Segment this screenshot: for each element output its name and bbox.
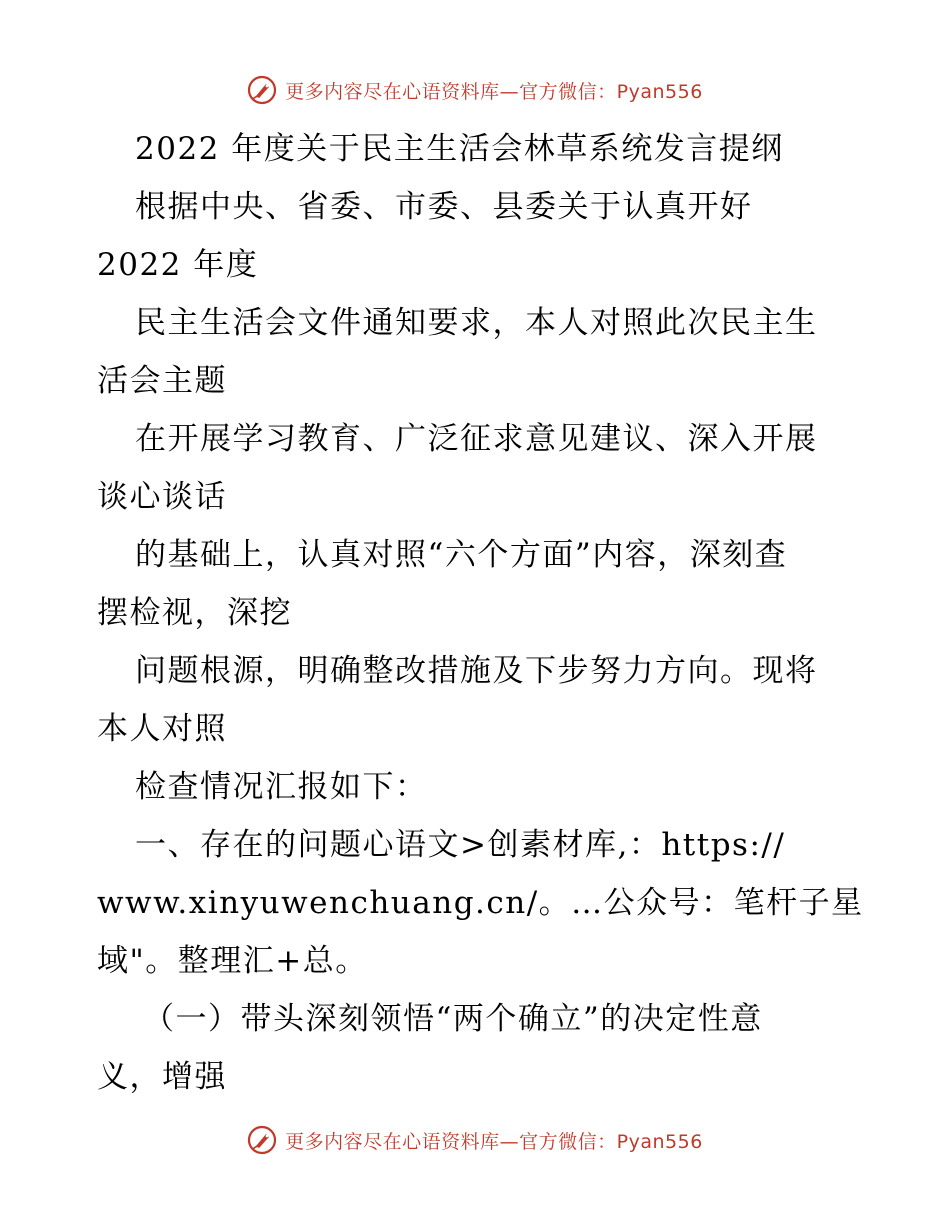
footer-watermark-banner: [0, 1120, 950, 1160]
paragraph-line: 的基础上，认真对照“六个方面”内容，深刻查: [135, 537, 788, 573]
paragraph-line: 谈心谈话: [97, 479, 227, 515]
paragraph-line: 活会主题: [97, 363, 227, 399]
paragraph-line: 本人对照: [97, 711, 227, 747]
document-body: [97, 120, 864, 1106]
paragraph-line: 2022 年度: [97, 247, 259, 283]
paragraph-line: www.xinyuwenchuang.cn/。…公众号：笔杆子星: [97, 885, 864, 921]
paragraph-line: 根据中央、省委、市委、县委关于认真开好: [135, 189, 753, 225]
subsection-heading: （一）带头深刻领悟“两个确立”的决定性意: [143, 1001, 763, 1037]
section-heading: 一、存在的问题心语文>创素材库,：https://: [135, 827, 786, 863]
paragraph-line: 在开展学习教育、广泛征求意见建议、深入开展: [135, 421, 818, 457]
paragraph-line: 民主生活会文件通知要求，本人对照此次民主生: [135, 305, 818, 341]
paragraph-line: 摆检视，深挖: [97, 595, 292, 631]
paragraph-line: 义，增强: [97, 1059, 227, 1095]
paragraph-line: 域"。整理汇+总。: [97, 943, 368, 979]
paragraph-line: 检查情况汇报如下：: [135, 769, 428, 805]
banner-text: 更多内容尽在心语资料库—官方微信：Pyan556: [285, 1130, 703, 1153]
pen-nib-logo-icon: [247, 1125, 277, 1155]
banner-text: 更多内容尽在心语资料库—官方微信：Pyan556: [285, 80, 703, 103]
pen-nib-logo-icon: [247, 75, 277, 105]
header-watermark-banner: [0, 70, 950, 110]
paragraph-line: 问题根源，明确整改措施及下步努力方向。现将: [135, 653, 818, 689]
document-title: 2022 年度关于民主生活会林草系统发言提纲: [135, 131, 784, 167]
